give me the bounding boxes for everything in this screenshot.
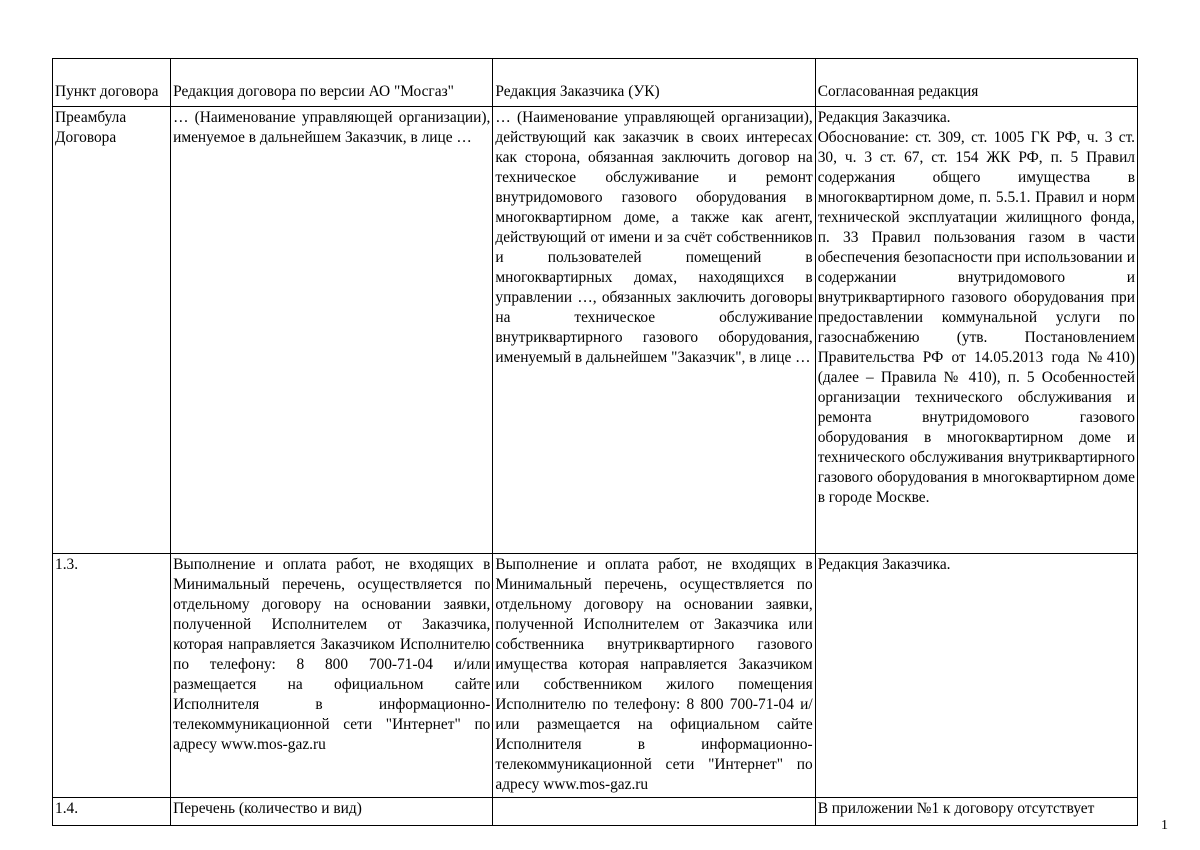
header-customer-version: Редакция Заказчика (УК) — [493, 59, 815, 107]
agreed-text-cell: В приложении №1 к договору отсутствует — [815, 798, 1137, 826]
page-number: 1 — [1161, 818, 1168, 833]
table-row — [53, 107, 1138, 554]
agreed-text-cell: Редакция Заказчика. — [815, 554, 1137, 798]
table-row — [53, 798, 1138, 826]
header-agreed-version: Согласованная редакция — [815, 59, 1137, 107]
header-mosgaz-version: Редакция договора по версии АО "Мосгаз" — [171, 59, 493, 107]
comparison-table — [52, 58, 1138, 826]
clause-cell: Преамбула Договора — [53, 107, 171, 554]
table-row — [53, 554, 1138, 798]
mosgaz-text-cell: … (Наименование управляющей организации), именуемое в дальнейшем Заказчик, в лице … — [171, 107, 493, 554]
customer-text-cell: … (Наименование управляющей организации), действующий как заказчик в своих интересах как сторона, обязанная заключить договор на техническое обслуживание и ремонт внутридомового газового оборудования в многоквартирном доме, а также как агент, действующий от имени и за счёт собственников и пользователей помещений в многоквартирных домах, находящихся в управлении …, обязанных заключить договоры на техническое обслуживание внутриквартирного газового оборудования, именуемый в дальнейшем "Заказчик", в лице … — [493, 107, 815, 554]
header-clause: Пункт договора — [53, 59, 171, 107]
mosgaz-text-cell: Выполнение и оплата работ, не входящих в Минимальный перечень, осуществляется по отдельному договору на основании заявки, полученной Исполнителем от Заказчика, которая направляется Заказчиком Исполнителю по телефону: 8 800 700-71-04 и/или размещается на официальном сайте Исполнителя в информационно-телекоммуникационной сети "Интернет" по адресу www.mos-gaz.ru — [171, 554, 493, 798]
customer-text-cell: Выполнение и оплата работ, не входящих в Минимальный перечень, осуществляется по отдельному договору на основании заявки, полученной Исполнителем от Заказчика или собственника внутриквартирного газового имущества которая направляется Заказчиком или собственником жилого помещения Исполнителю по телефону: 8 800 700-71-04 и/или размещается на официальном сайте Исполнителя в информационно-телекоммуникационной сети "Интернет" по адресу www.mos-gaz.ru — [493, 554, 815, 798]
clause-cell: 1.4. — [53, 798, 171, 826]
mosgaz-text-cell: Перечень (количество и вид) — [171, 798, 493, 826]
clause-cell: 1.3. — [53, 554, 171, 798]
table-header-row — [53, 59, 1138, 107]
customer-text-cell — [493, 798, 815, 826]
agreed-text-cell: Редакция Заказчика. Обоснование: ст. 309, ст. 1005 ГК РФ, ч. 3 ст. 30, ч. 3 ст. 67, ст. 154 ЖК РФ, п. 5 Правил содержания общего имущества в многоквартирном доме, п. 5.5.1. Правил и норм технической эксплуатации жилищного фонда, п. 33 Правил пользования газом в части обеспечения безопасности при использовании и содержании внутридомового и внутриквартирного газового оборудования при предоставлении коммунальной услуги по газоснабжению (утв. Постановлением Правительства РФ от 14.05.2013 года №410) (далее – Правила № 410), п. 5 Особенностей организации технического обслуживания и ремонта внутридомового газового оборудования в многоквартирном доме и технического обслуживания внутриквартирного газового оборудования в многоквартирном доме в городе Москве. — [815, 107, 1137, 554]
